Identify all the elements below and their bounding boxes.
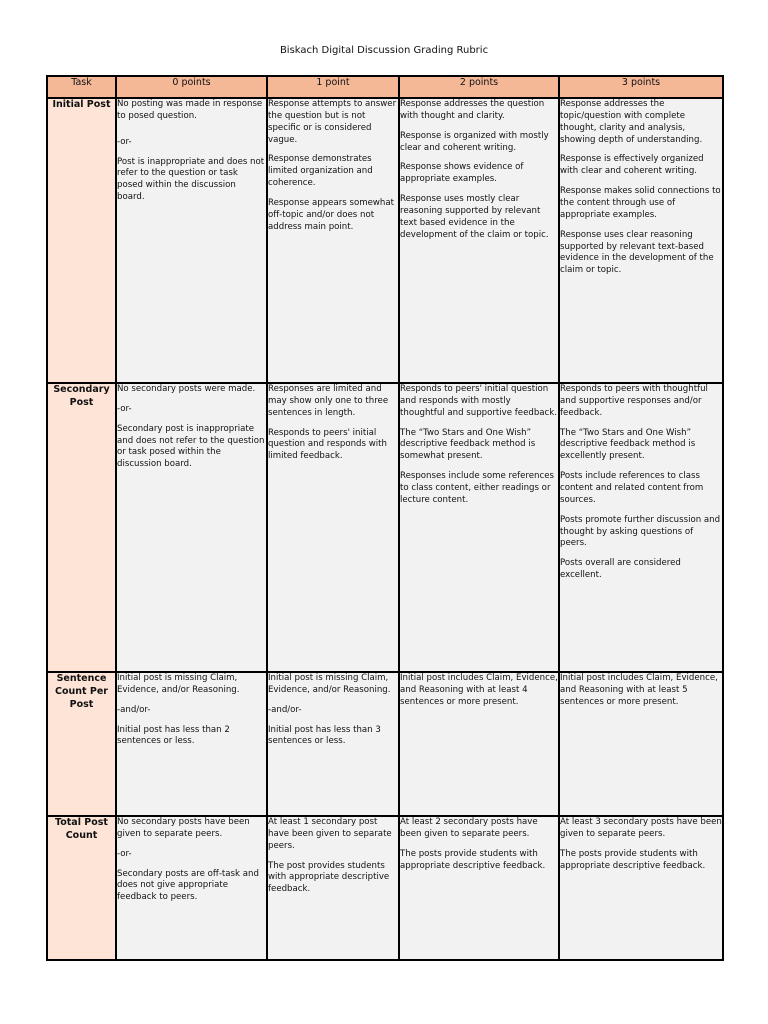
cell-total-post-count-1-point	[267, 816, 399, 960]
criterion-text: Response addresses the question with thought and clarity.	[400, 99, 545, 121]
criterion-text: No secondary posts were made.	[117, 384, 256, 394]
criterion-text: The posts provide students with appropriate descriptive feedback.	[560, 848, 706, 871]
criterion-text: Initial post has less than 2 sentences or less.	[117, 724, 230, 747]
criterion-text: At least 3 secondary posts have been given to separate peers.	[560, 817, 722, 839]
criterion-text: Responds to peers' initial question and responds with limited feedback.	[268, 427, 387, 462]
criterion-text: Response demonstrates limited organization and coherence.	[268, 154, 373, 189]
criterion-text: At least 2 secondary posts have been given to separate peers.	[400, 817, 538, 839]
criterion-text: Response uses mostly clear reasoning supported by relevant text based evidence in the development of the claim or topic.	[400, 194, 549, 240]
row-initial-post	[47, 98, 723, 383]
task-secondary-post: Secondary Post	[47, 383, 116, 672]
criterion-text: Response attempts to answer the question but is not specific or is considered vague.	[268, 99, 397, 145]
criterion-text: Responses are limited and may show only one to three sentences in length.	[268, 384, 389, 418]
criterion-text: Responses include some references to class content, either readings or lecture content.	[400, 471, 554, 505]
criterion-text: Post is inappropriate and does not refer to the question or task posed within the discussion board.	[117, 156, 265, 203]
cell-sentence-count-1-point	[267, 672, 399, 816]
cell-total-post-count-2-points	[399, 816, 559, 960]
cell-initial-post-0-points	[116, 98, 267, 383]
header-0-points: 0 points	[116, 76, 267, 98]
cell-secondary-post-1-point	[267, 383, 399, 672]
criterion-text: Initial post is missing Claim, Evidence, and/or Reasoning.	[117, 673, 240, 695]
criterion-text: Initial post has less than 3 sentences or less.	[268, 724, 381, 747]
criterion-text: Secondary posts are off-task and does not give appropriate feedback to peers.	[117, 868, 259, 903]
criterion-text: The “Two Stars and One Wish” descriptive feedback method is excellently present.	[560, 427, 696, 462]
criterion-text: Responds to peers' initial question and responds with mostly thoughtful and supportive feedback.	[400, 384, 557, 418]
criterion-text: Response is organized with mostly clear and coherent writing.	[400, 130, 549, 153]
criterion-text: Response uses clear reasoning supported by relevant text-based evidence in the development of the claim or topic.	[560, 229, 714, 276]
row-secondary-post	[47, 383, 723, 672]
cell-secondary-post-0-points	[116, 383, 267, 672]
row-sentence-count	[47, 672, 723, 816]
header-2-points: 2 points	[399, 76, 559, 98]
cell-initial-post-1-point	[267, 98, 399, 383]
criterion-text: The posts provide students with appropriate descriptive feedback.	[400, 848, 546, 871]
task-sentence-count-per-post: Sentence Count Per Post	[47, 672, 116, 816]
criterion-text: The post provides students with appropriate descriptive feedback.	[268, 860, 390, 895]
criterion-text: Posts include references to class content and related content from sources.	[560, 471, 704, 505]
criterion-text: Posts overall are considered excellent.	[560, 558, 681, 581]
criterion-text: Response appears somewhat off-topic and/or does not address main point.	[268, 198, 394, 232]
grading-rubric-table	[46, 75, 724, 961]
cell-sentence-count-2-points	[399, 672, 559, 816]
criterion-text: -and/or-	[268, 704, 302, 715]
criterion-text: -or-	[117, 403, 132, 414]
criterion-text: Response addresses the topic/question with complete thought, clarity and analysis, showing depth of understanding.	[560, 99, 703, 145]
criterion-text: Response makes solid connections to the content through use of appropriate examples.	[560, 186, 721, 220]
criterion-text: Initial post includes Claim, Evidence, and Reasoning with at least 4 sentences or more present.	[400, 673, 558, 707]
cell-initial-post-2-points	[399, 98, 559, 383]
criterion-text: -or-	[117, 136, 132, 147]
criterion-text: At least 1 secondary post have been given to separate peers.	[268, 817, 392, 851]
cell-secondary-post-3-points	[559, 383, 723, 672]
criterion-text: Initial post is missing Claim, Evidence, and/or Reasoning.	[268, 673, 391, 695]
header-3-points: 3 points	[559, 76, 723, 98]
criterion-text: No posting was made in response to posed question.	[117, 99, 263, 121]
criterion-text: Response shows evidence of appropriate examples.	[400, 162, 524, 185]
criterion-text: -or-	[117, 848, 132, 859]
cell-secondary-post-2-points	[399, 383, 559, 672]
criterion-text: Response is effectively organized with clear and coherent writing.	[560, 154, 704, 177]
criterion-text: Secondary post is inappropriate and does not refer to the question or task posed within the discussion board.	[117, 423, 265, 470]
criterion-text: The “Two Stars and One Wish” descriptive feedback method is somewhat present.	[400, 427, 536, 462]
criterion-text: Initial post includes Claim, Evidence, and Reasoning with at least 5 sentences or more present.	[560, 673, 718, 707]
header-task: Task	[47, 76, 116, 98]
criterion-text: -and/or-	[117, 704, 151, 715]
task-total-post-count: Total Post Count	[47, 816, 116, 960]
header-1-point: 1 point	[267, 76, 399, 98]
cell-total-post-count-0-points	[116, 816, 267, 960]
criterion-text: No secondary posts have been given to separate peers.	[117, 817, 250, 839]
task-initial-post: Initial Post	[47, 98, 116, 383]
cell-total-post-count-3-points	[559, 816, 723, 960]
cell-sentence-count-0-points	[116, 672, 267, 816]
criterion-text: Responds to peers with thoughtful and supportive responses and/or feedback.	[560, 384, 708, 418]
header-row	[47, 76, 723, 98]
document-title: Biskach Digital Discussion Grading Rubric	[279, 45, 489, 56]
row-total-post-count	[47, 816, 723, 960]
criterion-text: Posts promote further discussion and thought by asking questions of peers.	[560, 514, 721, 549]
cell-initial-post-3-points	[559, 98, 723, 383]
cell-sentence-count-3-points	[559, 672, 723, 816]
